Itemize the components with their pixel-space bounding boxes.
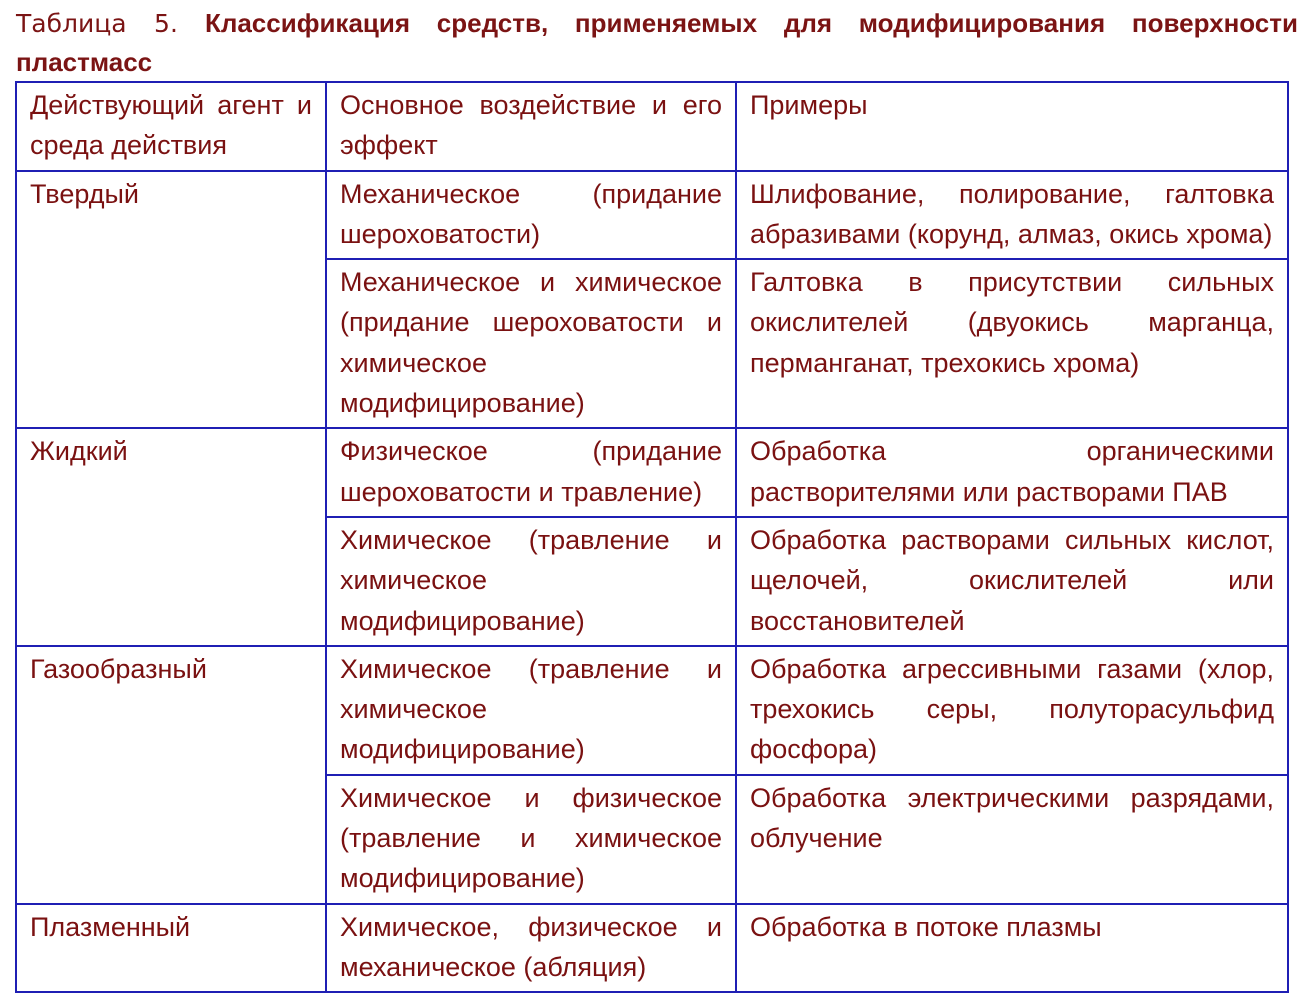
agent-cell-gas: Газообразный: [16, 646, 326, 904]
table-row: [16, 646, 1288, 775]
example-cell: Шлифование, полирование, галтовка абразивами (корунд, алмаз, окись хрома): [736, 171, 1288, 260]
agent-cell-solid: Твердый: [16, 171, 326, 429]
agent-cell-plasma: Плазменный: [16, 904, 326, 993]
table-title: Классификация средств, применяемых для модифицирования поверхности пластмасс: [16, 8, 1298, 77]
example-cell: Обработка в потоке плазмы: [736, 904, 1288, 993]
effect-cell: Механическое и химическое (придание шероховатости и химическое модифицирование): [326, 259, 736, 428]
header-agent: Действующий агент и среда действия: [16, 82, 326, 171]
effect-cell: Физическое (придание шероховатости и травление): [326, 428, 736, 517]
effect-cell: Химическое, физическое и механическое (абляция): [326, 904, 736, 993]
header-row: [16, 82, 1288, 171]
header-effect: Основное воздействие и его эффект: [326, 82, 736, 171]
table-number: Таблица 5.: [16, 9, 178, 38]
effect-cell: Химическое (травление и химическое модифицирование): [326, 646, 736, 775]
header-examples: Примеры: [736, 82, 1288, 171]
effect-cell: Химическое и физическое (травление и химическое модифицирование): [326, 775, 736, 904]
table-row: [16, 428, 1288, 517]
table-caption: [16, 4, 1298, 81]
example-cell: Галтовка в присутствии сильных окислителей (двуокись марганца, перманганат, трехокись хрома): [736, 259, 1288, 428]
example-cell: Обработка электрическими разрядами, облучение: [736, 775, 1288, 904]
example-cell: Обработка агрессивными газами (хлор, трехокись серы, полуторасульфид фосфора): [736, 646, 1288, 775]
effect-cell: Химическое (травление и химическое модифицирование): [326, 517, 736, 646]
example-cell: Обработка растворами сильных кислот, щелочей, окислителей или восстановителей: [736, 517, 1288, 646]
agent-cell-liquid: Жидкий: [16, 428, 326, 645]
classification-table: [15, 81, 1289, 993]
example-cell: Обработка органическими растворителями или растворами ПАВ: [736, 428, 1288, 517]
table-row: [16, 171, 1288, 260]
effect-cell: Механическое (придание шероховатости): [326, 171, 736, 260]
